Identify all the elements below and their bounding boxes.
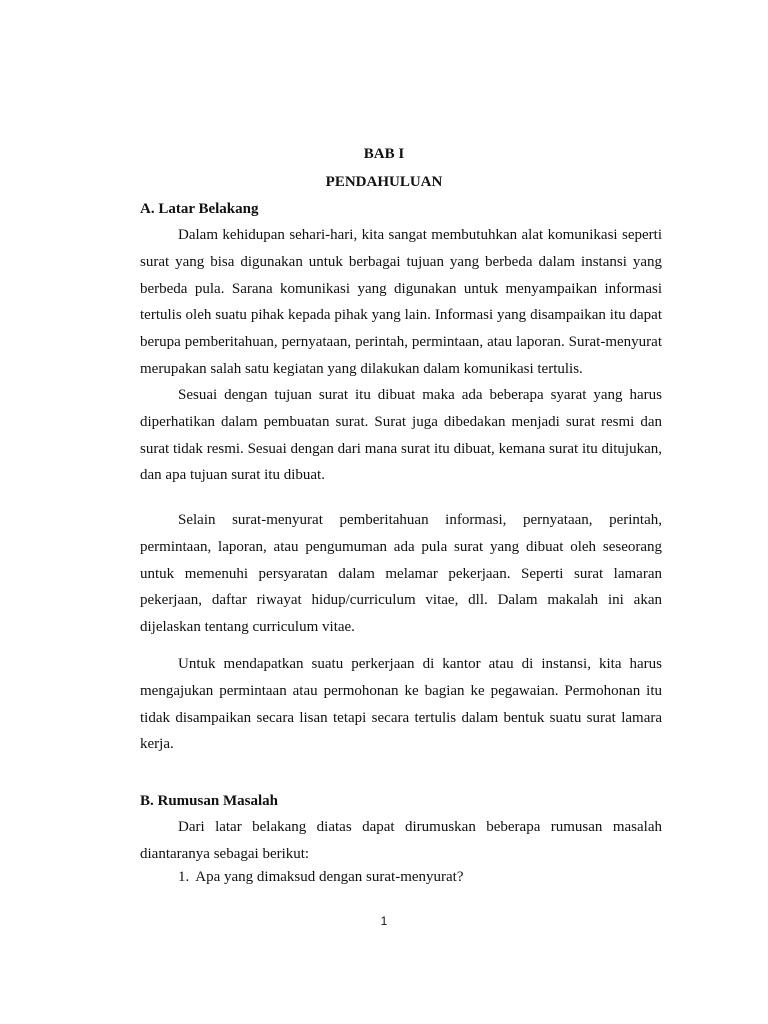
background-paragraph-1: Dalam kehidupan sehari-hari, kita sangat membutuhkan alat komunikasi seperti surat yang bisa digunakan untuk berbagai tujuan yang berbeda dalam instansi yang berbeda pula. Sarana komunikasi yang digunakan untuk menyampaikan informasi tertulis oleh suatu pihak kepada pihak yang lain. Informasi yang disampaikan itu dapat berupa pemberitahuan, pernyataan, perintah, permintaan, atau laporan. Surat-menyurat merupakan salah satu kegiatan yang dilakukan dalam komunikasi tertulis. — [140, 227, 662, 377]
list-item — [178, 869, 464, 886]
page-number: 1 — [380, 914, 388, 928]
background-paragraph-4: Untuk mendapatkan suatu perkerjaan di kantor atau di instansi, kita harus mengajukan permintaan atau permohonan ke bagian ke pegawaian. Permohonan itu tidak disampaikan secara lisan tetapi secara tertulis dalam bentuk suatu surat lamara kerja. — [140, 656, 662, 753]
background-paragraph-3: Selain surat-menyurat pemberitahuan informasi, pernyataan, perintah, permintaan, laporan, atau pengumuman ada pula surat yang dibuat oleh seseorang untuk memenuhi persyaratan dalam melamar pekerjaan. Seperti surat lamaran pekerjaan, daftar riwayat hidup/curriculum vitae, dll. Dalam makalah ini akan dijelaskan tentang curriculum vitae. — [140, 512, 662, 636]
problem-intro-paragraph: Dari latar belakang diatas dapat dirumuskan beberapa rumusan masalah diantaranya sebagai berikut: — [140, 819, 662, 862]
section-b-title: B. Rumusan Masalah — [140, 793, 278, 809]
chapter-label: BAB I — [363, 146, 405, 162]
background-paragraph-2: Sesuai dengan tujuan surat itu dibuat maka ada beberapa syarat yang harus diperhatikan dalam pembuatan surat. Surat juga dibedakan menjadi surat resmi dan surat tidak resmi. Sesuai dengan dari mana surat itu dibuat, kemana surat itu ditujukan, dan apa tujuan surat itu dibuat. — [140, 387, 662, 484]
list-item-text: Apa yang dimaksud dengan surat-menyurat? — [195, 869, 464, 885]
section-a-title: A. Latar Belakang — [140, 201, 259, 217]
chapter-title: PENDAHULUAN — [325, 174, 443, 190]
list-item-number: 1. — [178, 869, 190, 885]
